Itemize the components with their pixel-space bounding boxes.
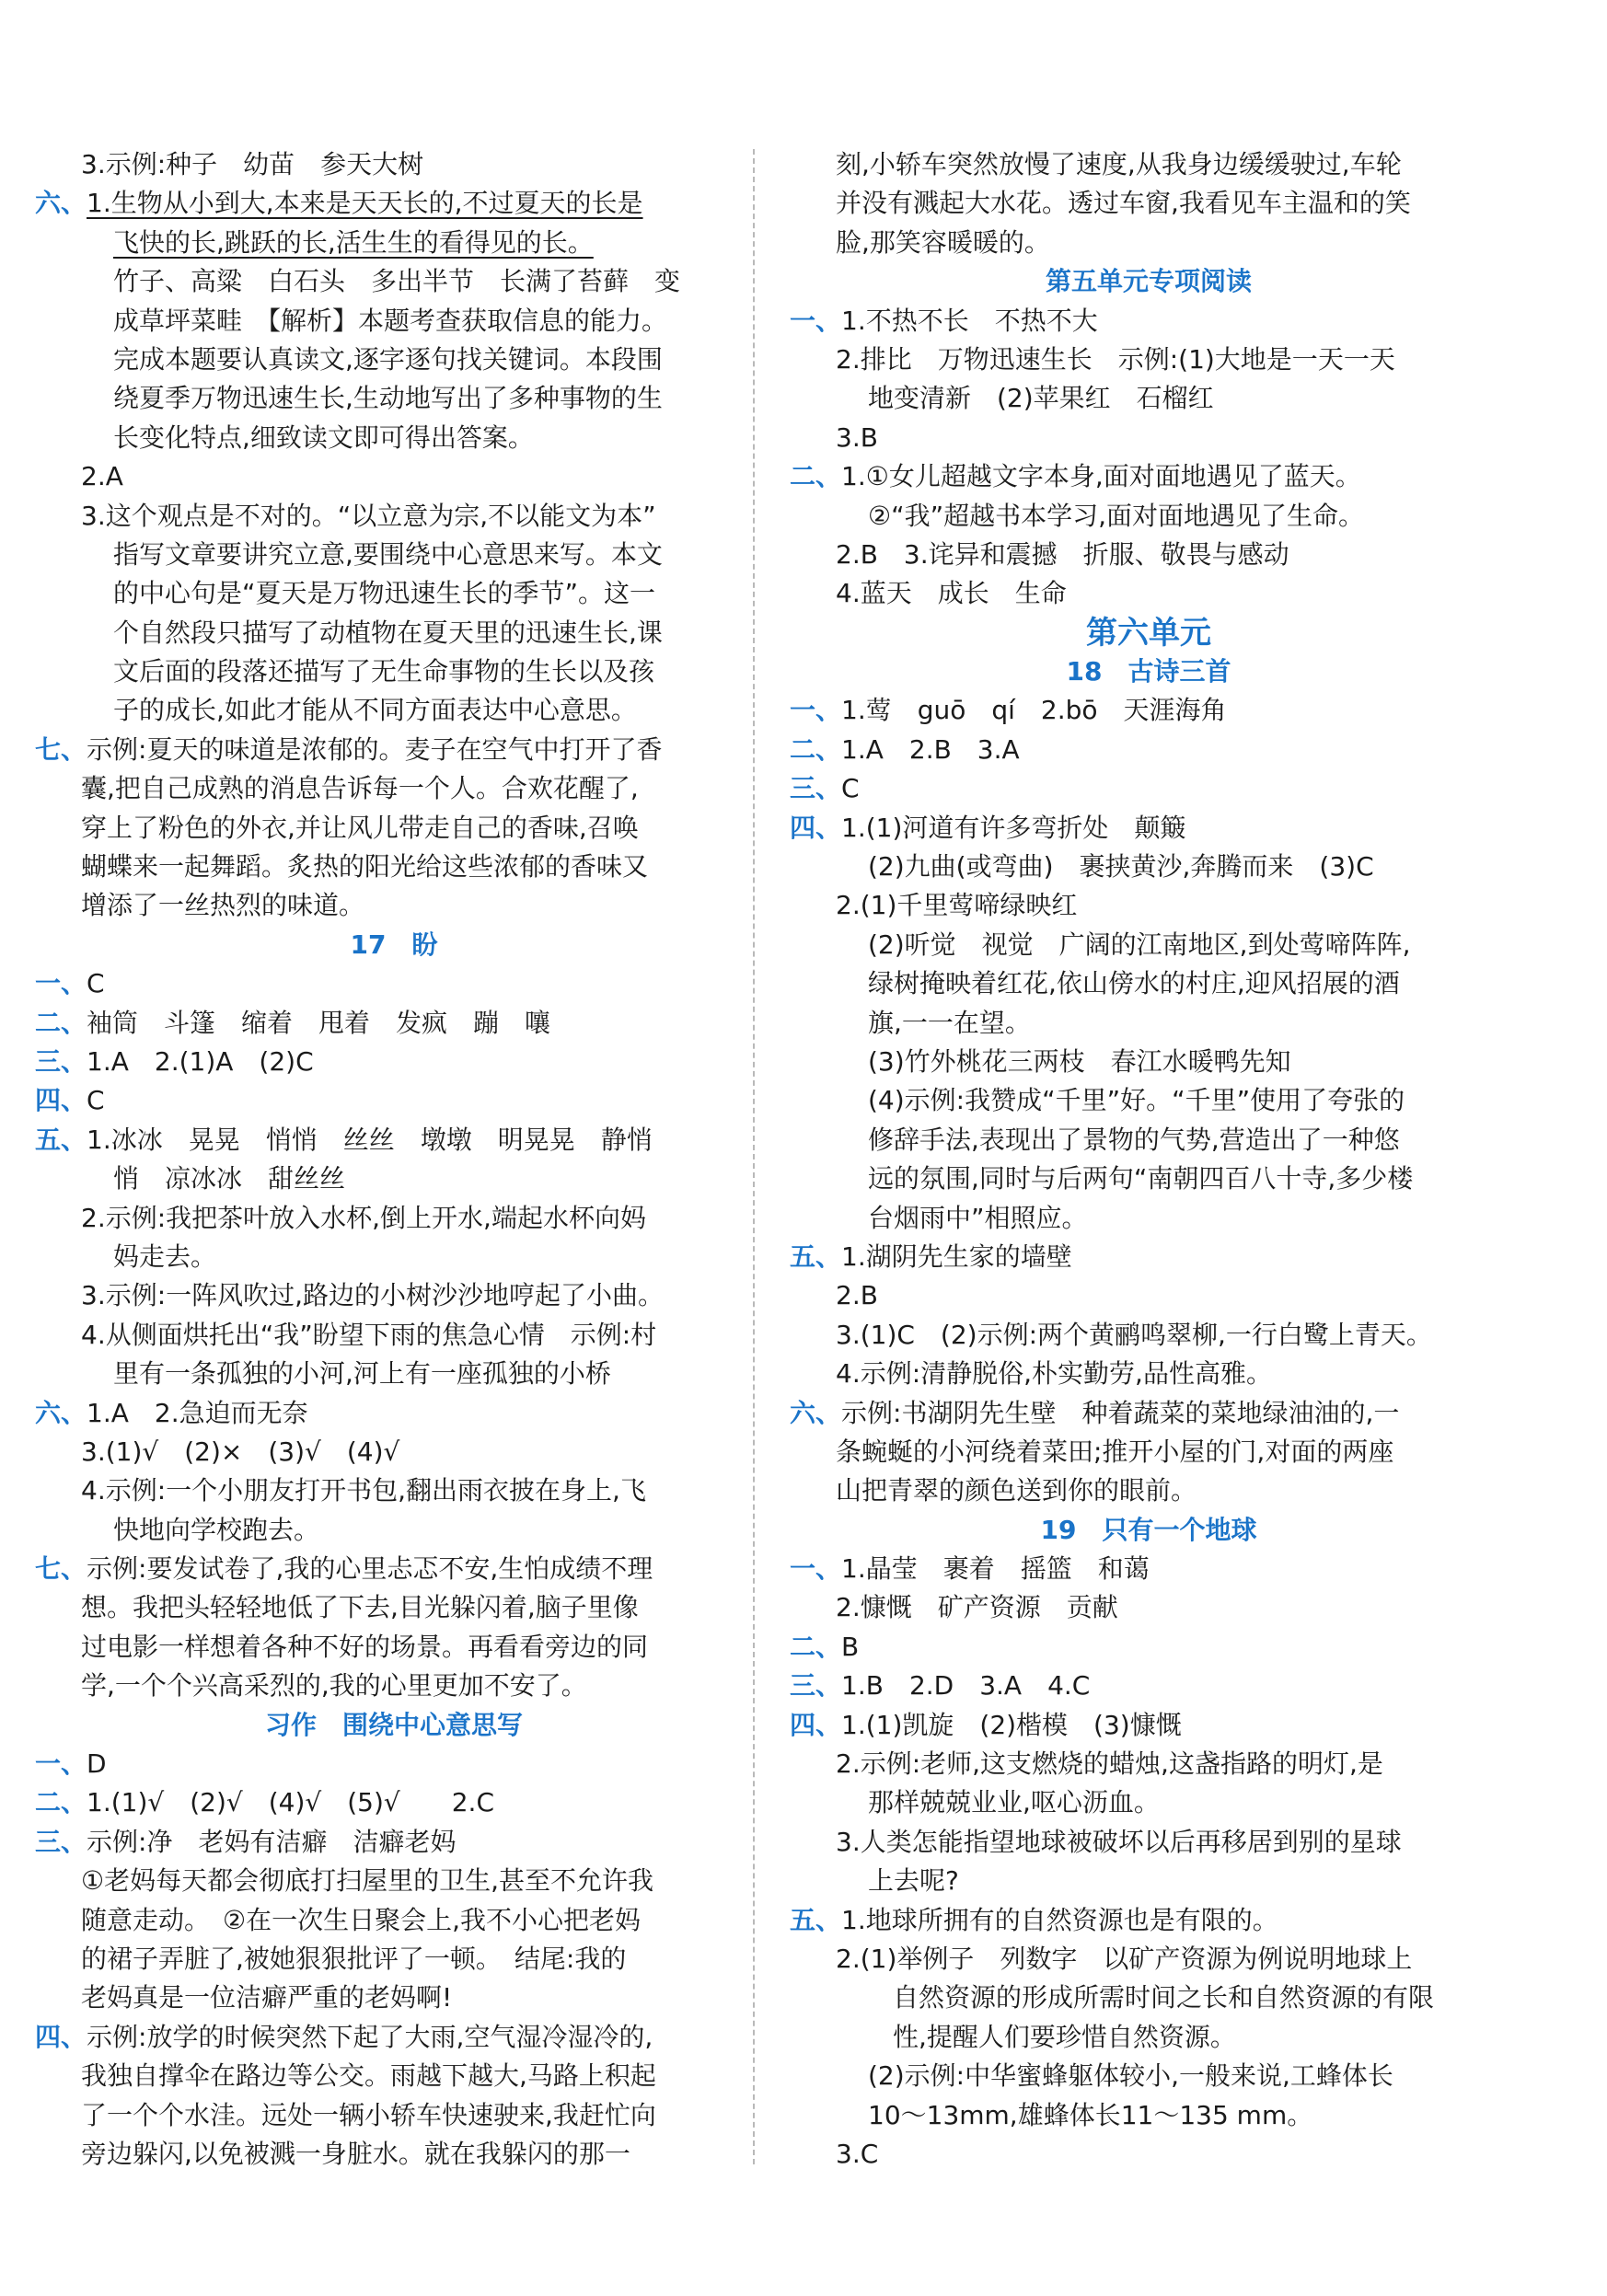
answer-line [35, 1511, 753, 1550]
line-text: 示例:夏天的味道是浓郁的。麦子在空气中打开了香 [87, 733, 663, 765]
answer-line [790, 1940, 1508, 1979]
answer-line [790, 1979, 1508, 2017]
line-text: C [841, 773, 860, 804]
answer-line [790, 1394, 1508, 1433]
line-text: 1.地球所拥有的自然资源也是有限的。 [841, 1904, 1278, 1935]
line-text: 条蜿蜒的小河绕着菜田;推开小屋的门,对面的两座 [836, 1436, 1394, 1467]
answer-line [790, 497, 1508, 536]
answer-line [35, 1628, 753, 1667]
answer-line [35, 1783, 753, 1822]
line-text: 悄 凉冰冰 甜丝丝 [113, 1163, 346, 1194]
line-text: 示例:放学的时候突然下起了大雨,空气湿冷湿冷的, [87, 2021, 653, 2052]
answer-line [790, 1004, 1508, 1043]
line-text: 旗,一一在望。 [868, 1007, 1031, 1038]
answer-line [790, 145, 1508, 184]
line-text: 脸,那笑容暖暖的。 [836, 226, 1050, 258]
line-text: 3.人类怎能指望地球被破坏以后再移居到别的星球 [836, 1826, 1402, 1857]
question-section-label: 六、 [790, 1397, 842, 1428]
question-section-label: 六、 [35, 188, 87, 219]
answer-line [35, 1238, 753, 1276]
answer-line [790, 1862, 1508, 1900]
line-text: 子的成长,如此才能从不同方面表达中心意思。 [113, 695, 637, 726]
answer-line [35, 2135, 753, 2174]
line-text: 1.A 2.(1)A (2)C [87, 1045, 314, 1077]
answer-line [790, 574, 1508, 613]
answer-line [35, 1940, 753, 1979]
line-text: (2)示例:中华蜜蜂躯体较小,一般来说,工蜂体长 [868, 2060, 1393, 2092]
line-text: B [841, 1631, 860, 1662]
line-text: 2.排比 万物迅速生长 示例:(1)大地是一天一天 [836, 343, 1395, 375]
line-text: 那样兢兢业业,呕心沥血。 [868, 1787, 1160, 1818]
answer-line [790, 224, 1508, 262]
answer-line [790, 1667, 1508, 1705]
answer-line [790, 926, 1508, 964]
line-text: 2.慷慨 矿产资源 贡献 [836, 1592, 1118, 1623]
answer-line [790, 1121, 1508, 1160]
line-text: (3)竹外桃花三两枝 春江水暖鸭先知 [868, 1045, 1291, 1077]
line-text: 想。我把头轻轻地低了下去,目光躲闪着,脑子里像 [81, 1592, 639, 1623]
line-text: 1.莺 guō qí 2.bō 天涯海角 [841, 695, 1227, 726]
question-section-label: 一、 [35, 1748, 87, 1780]
line-text: 快地向学校跑去。 [113, 1514, 320, 1545]
answer-line [790, 848, 1508, 886]
line-text: 台烟雨中”相照应。 [868, 1202, 1088, 1233]
line-text: 示例:净 老妈有洁癖 洁癖老妈 [87, 1826, 457, 1857]
answer-line [35, 2057, 753, 2095]
section-title [790, 262, 1508, 301]
answer-line [35, 1550, 753, 1588]
answer-line [790, 1588, 1508, 1627]
line-text: 3.B [836, 421, 878, 453]
line-text: ②“我”超越书本学习,面对面地遇见了生命。 [868, 500, 1365, 531]
line-text: 17 盼 [350, 929, 438, 960]
question-section-label: 一、 [35, 968, 87, 999]
answer-line [35, 614, 753, 652]
line-text: 个自然段只描写了动植物在夏天里的迅速生长,课 [113, 617, 663, 648]
answer-line [790, 340, 1508, 379]
answer-line [35, 302, 753, 340]
line-text: 第五单元专项阅读 [1045, 266, 1252, 297]
answer-line [790, 1316, 1508, 1355]
question-section-label: 二、 [790, 461, 842, 492]
line-text: 老妈真是一位洁癖严重的老妈啊! [81, 1982, 453, 2013]
line-text: 1.湖阴先生家的墙壁 [841, 1240, 1072, 1272]
answer-line [790, 1238, 1508, 1276]
section-title [790, 652, 1508, 691]
answer-line [35, 145, 753, 184]
line-text: 1.(1)凯旋 (2)楷模 (3)慷慨 [841, 1709, 1182, 1740]
answer-line [790, 2135, 1508, 2174]
answer-line [790, 536, 1508, 574]
answer-line [35, 1979, 753, 2017]
line-text: C [87, 968, 105, 999]
answer-line [35, 2096, 753, 2135]
question-section-label: 四、 [35, 1085, 87, 1116]
line-text: 18 古诗三首 [1066, 656, 1231, 687]
answer-line [790, 1276, 1508, 1315]
answer-line [790, 1745, 1508, 1783]
question-section-label: 二、 [790, 733, 842, 765]
answer-line [790, 1433, 1508, 1471]
answer-line [790, 1628, 1508, 1667]
line-text: 成草坪菜畦 【解析】本题考查获取信息的能力。 [113, 305, 668, 336]
answer-line [35, 1160, 753, 1198]
column-divider [753, 149, 755, 2164]
answer-line [35, 497, 753, 536]
question-section-label: 三、 [35, 1045, 87, 1077]
line-text: 的中心句是“夏天是万物迅速生长的季节”。这一 [113, 578, 656, 609]
answer-line [35, 1276, 753, 1315]
question-section-label: 一、 [790, 695, 842, 726]
line-text: 山把青翠的颜色送到你的眼前。 [836, 1475, 1197, 1506]
answer-line [790, 2096, 1508, 2135]
question-section-label: 四、 [790, 1709, 842, 1740]
line-text: ①老妈每天都会彻底打扫屋里的卫生,甚至不允许我 [81, 1865, 654, 1897]
question-section-label: 二、 [35, 1007, 87, 1038]
line-text: 绿树掩映着红花,依山傍水的村庄,迎风招展的酒 [868, 968, 1400, 999]
question-section-label: 七、 [35, 1553, 87, 1585]
section-title [35, 1706, 753, 1745]
line-text: 1.冰冰 晃晃 悄悄 丝丝 墩墩 明晃晃 静悄 [87, 1124, 653, 1155]
line-text: 文后面的段落还描写了无生命事物的生长以及孩 [113, 656, 655, 687]
line-text: 1.A 2.B 3.A [841, 733, 1020, 765]
answer-line [35, 1588, 753, 1627]
line-text: 刻,小轿车突然放慢了速度,从我身边缓缓驶过,车轮 [836, 149, 1402, 179]
line-text: 3.这个观点是不对的。“以立意为宗,不以能文为本” [81, 500, 656, 531]
line-text: 性,提醒人们要珍惜自然资源。 [893, 2021, 1236, 2052]
line-text: 长变化特点,细致读文即可得出答案。 [113, 421, 534, 453]
answer-line [35, 1745, 753, 1783]
answer-line [35, 457, 753, 496]
answer-line [790, 964, 1508, 1003]
line-text: 1.①女儿超越文字本身,面对面地遇见了蓝天。 [841, 461, 1361, 492]
line-text: 19 只有一个地球 [1040, 1514, 1257, 1545]
question-section-label: 五、 [790, 1904, 842, 1935]
left-column [35, 145, 753, 2174]
answer-line [35, 1081, 753, 1120]
question-section-label: 二、 [35, 1787, 87, 1818]
answer-line [35, 1355, 753, 1393]
line-text: 我独自撑伞在路边等公交。雨越下越大,马路上积起 [81, 2060, 656, 2092]
answer-line [35, 809, 753, 848]
answer-line [35, 1901, 753, 1940]
line-text: 第六单元 [1086, 614, 1211, 652]
line-text: 3.示例:种子 幼苗 参天大树 [81, 149, 424, 179]
line-text: 指写文章要讲究立意,要围绕中心意思来写。本文 [113, 538, 663, 570]
answer-line [790, 1471, 1508, 1510]
answer-line [35, 419, 753, 457]
line-text: 穿上了粉色的外衣,并让风儿带走自己的香味,召唤 [81, 812, 639, 843]
answer-line [790, 1081, 1508, 1120]
answer-line [35, 886, 753, 925]
answer-line [790, 731, 1508, 769]
line-text: 随意走动。 ②在一次生日聚会上,我不小心把老妈 [81, 1904, 642, 1935]
line-text: 2.示例:老师,这支燃烧的蜡烛,这盏指路的明灯,是 [836, 1748, 1383, 1780]
answer-line [790, 691, 1508, 730]
line-text: 3.示例:一阵风吹过,路边的小树沙沙地哼起了小曲。 [81, 1280, 665, 1311]
line-text: 学,一个个兴高采烈的,我的心里更加不安了。 [81, 1670, 587, 1702]
question-section-label: 四、 [35, 2021, 87, 2052]
line-text: 增添了一丝热烈的味道。 [81, 890, 365, 921]
line-text: 的裙子弄脏了,被她狠狠批评了一顿。 结尾:我的 [81, 1943, 627, 1974]
answer-line [35, 1199, 753, 1238]
answer-line [790, 184, 1508, 223]
answer-line [790, 379, 1508, 418]
answer-line [35, 691, 753, 730]
answer-line [790, 1160, 1508, 1198]
line-text: D [87, 1748, 107, 1780]
line-text: 上去呢? [868, 1865, 959, 1897]
line-text: (2)九曲(或弯曲) 裹挟黄沙,奔腾而来 (3)C [868, 851, 1374, 883]
question-section-label: 五、 [35, 1124, 87, 1155]
line-text: 并没有溅起大水花。透过车窗,我看见车主温和的笑 [836, 188, 1411, 219]
answer-line [790, 1823, 1508, 1862]
answer-line [35, 574, 753, 613]
answer-line [790, 1706, 1508, 1745]
line-text: 1.(1)√ (2)√ (4)√ (5)√ 2.C [87, 1787, 495, 1818]
answer-line [35, 1823, 753, 1862]
line-text: 飞快的长,跳跃的长,活生生的看得见的长。 [113, 226, 594, 258]
answer-line [35, 379, 753, 418]
answer-line [35, 2018, 753, 2057]
answer-line [35, 340, 753, 379]
answer-line [35, 1043, 753, 1081]
line-text: 2.A [81, 461, 123, 492]
line-text: 修辞手法,表现出了景物的气势,营造出了一种悠 [868, 1124, 1400, 1155]
unit-title [790, 614, 1508, 652]
question-section-label: 三、 [790, 773, 842, 804]
line-text: 竹子、高粱 白石头 多出半节 长满了苔藓 变 [113, 266, 681, 297]
line-text: 完成本题要认真读文,逐字逐句找关键词。本段围 [113, 343, 663, 375]
line-text: 囊,把自己成熟的消息告诉每一个人。合欢花醒了, [81, 773, 639, 804]
section-title [35, 926, 753, 964]
line-text: 1.不热不长 不热不大 [841, 305, 1098, 336]
section-title [790, 1511, 1508, 1550]
answer-line [35, 1433, 753, 1471]
line-text: 了一个个水洼。远处一辆小轿车快速驶来,我赶忙向 [81, 2099, 656, 2130]
answer-line [35, 848, 753, 886]
line-text: 4.蓝天 成长 生命 [836, 578, 1067, 609]
answer-line [35, 769, 753, 808]
answer-line [790, 2057, 1508, 2095]
question-section-label: 五、 [790, 1240, 842, 1272]
line-text: 自然资源的形成所需时间之长和自然资源的有限 [893, 1982, 1435, 2013]
answer-line [790, 1783, 1508, 1822]
line-text: C [87, 1085, 105, 1116]
line-text: 1.晶莹 裹着 摇篮 和蔼 [841, 1553, 1150, 1585]
line-text: 1.生物从小到大,本来是天天长的,不过夏天的长是 [87, 188, 643, 219]
answer-line [790, 1550, 1508, 1588]
question-section-label: 三、 [35, 1826, 87, 1857]
question-section-label: 三、 [790, 1670, 842, 1702]
question-section-label: 二、 [790, 1631, 842, 1662]
line-text: 3.(1)√ (2)× (3)√ (4)√ [81, 1436, 400, 1467]
answer-line [35, 1394, 753, 1433]
line-text: 过电影一样想着各种不好的场景。再看看旁边的同 [81, 1631, 649, 1662]
question-section-label: 一、 [790, 305, 842, 336]
answer-line [35, 652, 753, 691]
line-text: 2.示例:我把茶叶放入水杯,倒上开水,端起水杯向妈 [81, 1202, 646, 1233]
answer-line [35, 184, 753, 223]
answer-line [790, 809, 1508, 848]
line-text: 1.A 2.急迫而无奈 [87, 1397, 308, 1428]
line-text: 3.C [836, 2138, 879, 2169]
answer-line [790, 302, 1508, 340]
line-text: 示例:要发试卷了,我的心里忐忑不安,生怕成绩不理 [87, 1553, 653, 1585]
line-text: 2.(1)千里莺啼绿映红 [836, 890, 1078, 921]
answer-line [35, 1004, 753, 1043]
line-text: 示例:书湖阴先生壁 种着蔬菜的菜地绿油油的,一 [841, 1397, 1400, 1428]
line-text: 远的氛围,同时与后两句“南朝四百八十寺,多少楼 [868, 1163, 1414, 1194]
line-text: 蝴蝶来一起舞蹈。炙热的阳光给这些浓郁的香味又 [81, 851, 649, 883]
line-text: 妈走去。 [113, 1240, 217, 1272]
question-section-label: 七、 [35, 733, 87, 765]
answer-line [790, 886, 1508, 925]
line-text: 4.示例:清静脱俗,朴实勤劳,品性高雅。 [836, 1358, 1272, 1390]
answer-line [35, 1471, 753, 1510]
answer-line [790, 1043, 1508, 1081]
line-text: 2.B [836, 1280, 878, 1311]
line-text: 1.(1)河道有许多弯折处 颠簸 [841, 812, 1186, 843]
line-text: 3.(1)C (2)示例:两个黄鹂鸣翠柳,一行白鹭上青天。 [836, 1319, 1432, 1350]
answer-line [35, 731, 753, 769]
line-text: 2.(1)举例子 列数字 以矿产资源为例说明地球上 [836, 1943, 1413, 1974]
answer-line [35, 262, 753, 301]
line-text: 地变清新 (2)苹果红 石榴红 [868, 383, 1214, 414]
question-section-label: 六、 [35, 1397, 87, 1428]
answer-line [35, 964, 753, 1003]
line-text: 2.B 3.诧异和震撼 折服、敬畏与感动 [836, 538, 1289, 570]
right-column [790, 145, 1508, 2174]
answer-line [35, 1862, 753, 1900]
answer-line [790, 1355, 1508, 1393]
answer-line [35, 1316, 753, 1355]
line-text: (4)示例:我赞成“千里”好。“千里”使用了夸张的 [868, 1085, 1405, 1116]
line-text: (2)听觉 视觉 广阔的江南地区,到处莺啼阵阵, [868, 929, 1411, 960]
answer-line [35, 224, 753, 262]
question-section-label: 四、 [790, 812, 842, 843]
line-text: 袖筒 斗篷 缩着 甩着 发疯 蹦 嚷 [87, 1007, 551, 1038]
answer-line [790, 1901, 1508, 1940]
answer-line [790, 1199, 1508, 1238]
line-text: 10～13mm,雄蜂体长11～135 mm。 [868, 2099, 1313, 2130]
line-text: 1.B 2.D 3.A 4.C [841, 1670, 1091, 1702]
line-text: 4.从侧面烘托出“我”盼望下雨的焦急心情 示例:村 [81, 1319, 657, 1350]
answer-line [35, 1121, 753, 1160]
answer-line [790, 457, 1508, 496]
answer-line [790, 2018, 1508, 2057]
answer-line [35, 536, 753, 574]
answer-line [35, 1667, 753, 1705]
question-section-label: 一、 [790, 1553, 842, 1585]
line-text: 里有一条孤独的小河,河上有一座孤独的小桥 [113, 1358, 611, 1390]
line-text: 绕夏季万物迅速生长,生动地写出了多种事物的生 [113, 383, 663, 414]
answer-line [790, 419, 1508, 457]
line-text: 4.示例:一个小朋友打开书包,翻出雨衣披在身上,飞 [81, 1475, 646, 1506]
answer-line [790, 769, 1508, 808]
line-text: 旁边躲闪,以免被溅一身脏水。就在我躲闪的那一 [81, 2138, 630, 2169]
line-text: 习作 围绕中心意思写 [264, 1709, 523, 1740]
